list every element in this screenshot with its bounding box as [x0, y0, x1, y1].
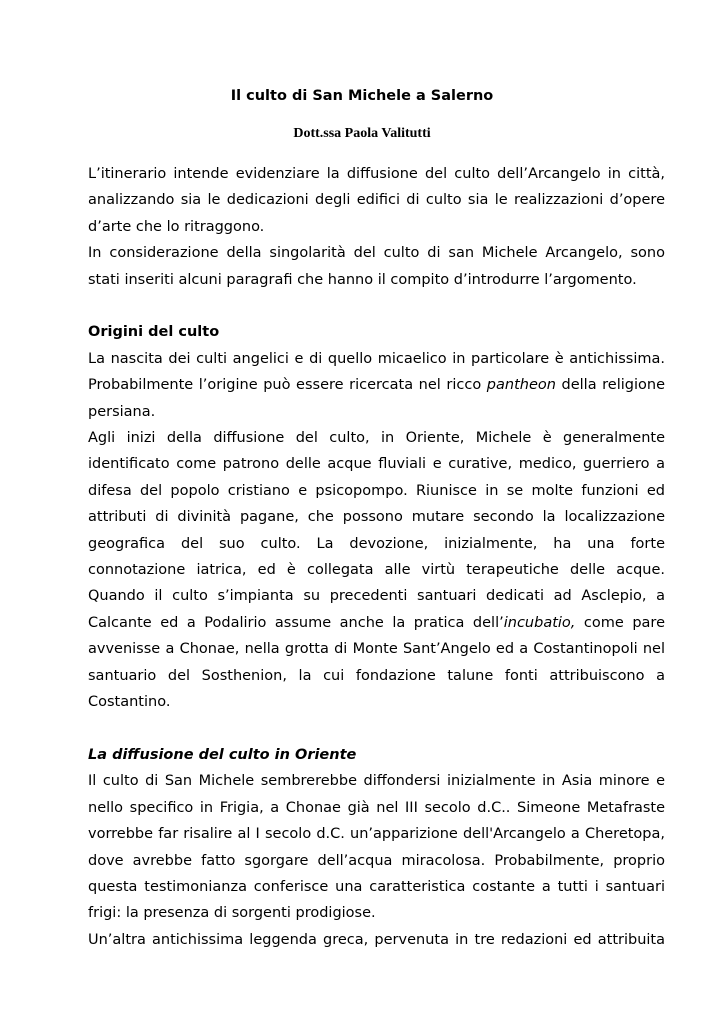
document-title: Il culto di San Michele a Salerno [230, 88, 494, 104]
diffusione-paragraph-2: Un’altra antichissima leggenda greca, pervenuta in tre redazioni ed attribuita [88, 931, 665, 948]
origini-p1-text-a: La nascita dei culti angelici e di quello micaelico in particolare è antichissima. Probabilmente l’origine può essere ricercata nel ricco [88, 350, 665, 394]
paragraph-spacer [88, 293, 665, 319]
origini-p2-text-a: Agli inizi della diffusione del culto, in Oriente, Michele è generalmente identificato come patrono delle acque fluviali e curative, medico, guerriero a difesa del popolo cristiano e psicopompo. Riunisce in se molte funzioni ed attributi di divinità pagane, che possono mutare secondo la localizzazione geografica del suo culto. La devozione, inizialmente, ha una forte connotazione iatrica, ed è collegata alle virtù terapeutiche delle acque. Quando il culto s’impianta su precedenti santuari dedicati ad Asclepio, a Calcante ed a Podalirio assume anche la pratica dell’ [88, 430, 665, 631]
origini-paragraph-1 [88, 346, 665, 425]
origini-p2-emphasis: incubatio, [503, 614, 576, 631]
intro-paragraph-1: L’itinerario intende evidenziare la diffusione del culto dell’Arcangelo in città, analizzando sia le dedicazioni degli edifici di culto sia le realizzazioni d’opere d’arte che lo ritraggono. [88, 166, 665, 235]
origini-p1-emphasis: pantheon [486, 377, 556, 394]
intro-paragraph-2: In considerazione della singolarità del culto di san Michele Arcangelo, sono stati inseriti alcuni paragrafi che hanno il compito d’introdurre l’argomento. [88, 245, 665, 288]
origini-paragraph-2 [88, 425, 665, 715]
origini-p1-text-b: della religione persiana. [88, 377, 666, 420]
diffusione-paragraph-1: Il culto di San Michele sembrerebbe diffondersi inizialmente in Asia minore e nello specifico in Frigia, a Chonae già nel III secolo d.C.. Simeone Metafraste vorrebbe far risalire al I secolo d.C. un’apparizione dell'Arcangelo a Cheretopa, dove avrebbe fatto sgorgare dell’acqua miracolosa. Probabilmente, proprio questa testimonianza conferisce una caratteristica costante a tutti i santuari frigi: la presenza di sorgenti prodigiose. [88, 773, 665, 922]
document-author: Dott.ssa Paola Valitutti [293, 126, 431, 141]
document-body [88, 161, 665, 953]
origini-p2-text-b: come pare avvenisse a Chonae, nella grotta di Monte Sant’Angelo ed a Costantinopoli nel santuario del Sosthenion, la cui fondazione talune fonti attribuiscono a Costantino. [88, 614, 665, 711]
section-heading-origini: Origini del culto [88, 324, 220, 341]
section-heading-diffusione: La diffusione del culto in Oriente [88, 746, 357, 763]
paragraph-spacer [88, 716, 665, 742]
